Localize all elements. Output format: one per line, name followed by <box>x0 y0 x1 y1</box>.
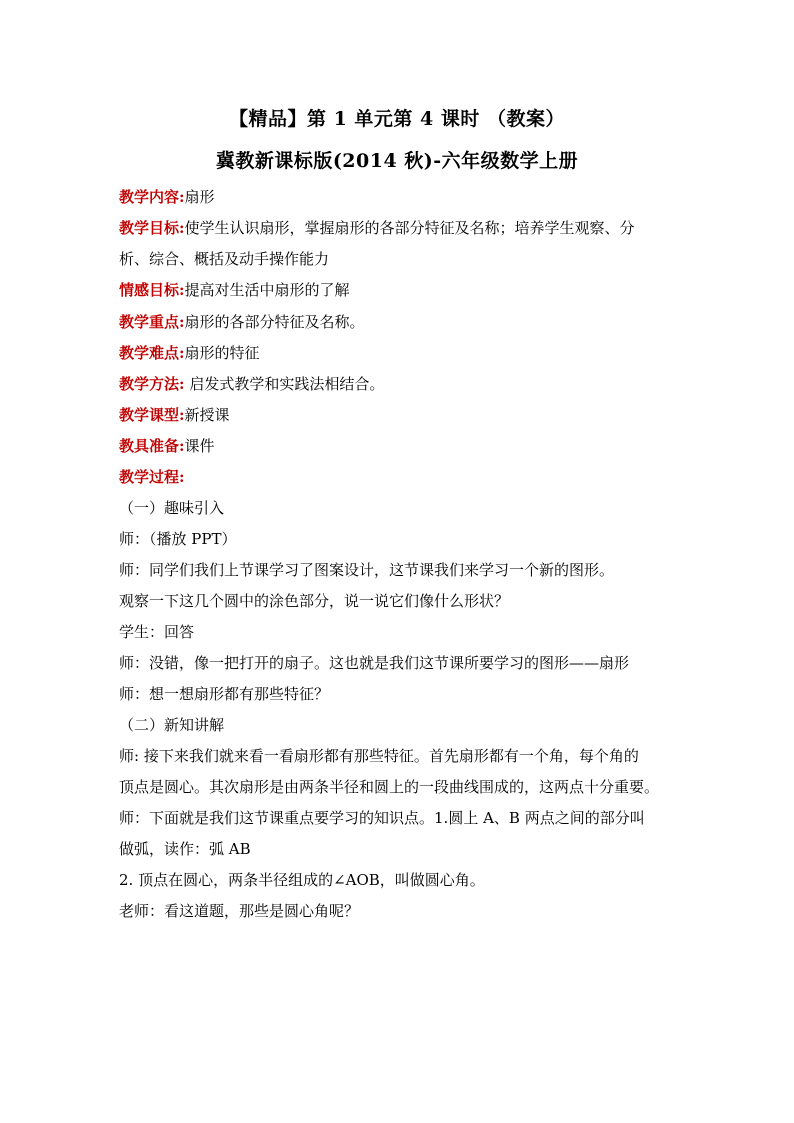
body-line: 师：想一想扇形都有那些特征？ <box>119 685 330 703</box>
body-line: 老师：看这道题，那些是圆心角呢？ <box>119 902 360 920</box>
field-label: 教学方法: <box>119 375 185 393</box>
field-process <box>119 466 689 488</box>
body-line: 师：没错，像一把打开的扇子。这也就是我们这节课所要学习的图形——扇形 <box>119 654 630 672</box>
field-value: 使学生认识扇形，掌握扇形的各部分特征及名称；培养学生观察、分 <box>184 219 635 237</box>
body-line: 师：（播放 PPT） <box>119 530 237 548</box>
field-key-point <box>119 311 689 333</box>
field-label: 教学课型: <box>119 406 185 424</box>
body-line: 师：下面就是我们这节课重点要学习的知识点。1.圆上 A、B 两点之间的部分叫 <box>119 809 645 827</box>
body-line: 观察一下这几个圆中的涂色部分，说一说它们像什么形状？ <box>119 592 510 610</box>
field-label: 教学内容: <box>119 188 185 206</box>
section-heading: （二）新知讲解 <box>119 716 225 734</box>
field-value: 扇形的各部分特征及名称。 <box>184 313 365 331</box>
field-label: 教学难点: <box>119 344 185 362</box>
field-content <box>119 186 689 208</box>
body-line: 学生：回答 <box>119 623 195 641</box>
field-objectives-continued: 析、综合、概括及动手操作能力 <box>119 250 330 268</box>
body-line: 2. 顶点在圆心，两条半径组成的∠AOB，叫做圆心角。 <box>119 871 485 889</box>
section-heading: （一）趣味引入 <box>119 499 225 517</box>
field-emotional-goal <box>119 279 689 301</box>
field-objectives <box>119 217 689 239</box>
field-value: 扇形 <box>184 188 215 206</box>
body-line: 师: 接下来我们就来看一看扇形都有那些特征。首先扇形都有一个角，每个角的 <box>119 747 639 765</box>
field-value: 启发式教学和实践法相结合。 <box>184 375 385 393</box>
body-line: 师：同学们我们上节课学习了图案设计，这节课我们来学习一个新的图形。 <box>119 561 615 579</box>
field-label: 教学过程: <box>119 468 185 486</box>
field-lesson-type <box>119 404 689 426</box>
field-value: 课件 <box>184 437 215 455</box>
field-label: 情感目标: <box>119 281 185 299</box>
field-value: 扇形的特征 <box>184 344 260 362</box>
field-value: 新授课 <box>184 406 230 424</box>
document-subtitle: 冀教新课标版(2014 秋)-六年级数学上册 <box>215 150 579 172</box>
field-materials <box>119 435 689 457</box>
body-line: 做弧，读作：弧 AB <box>119 840 251 858</box>
field-label: 教学目标: <box>119 219 185 237</box>
field-difficulty <box>119 342 689 364</box>
body-line: 顶点是圆心。其次扇形是由两条半径和圆上的一段曲线围成的，这两点十分重要。 <box>119 778 660 796</box>
field-label: 教具准备: <box>119 437 185 455</box>
field-label: 教学重点: <box>119 313 185 331</box>
document-title: 【精品】第 1 单元第 4 课时 （教案） <box>228 108 565 130</box>
field-value: 提高对生活中扇形的了解 <box>184 281 350 299</box>
field-method <box>119 373 689 395</box>
